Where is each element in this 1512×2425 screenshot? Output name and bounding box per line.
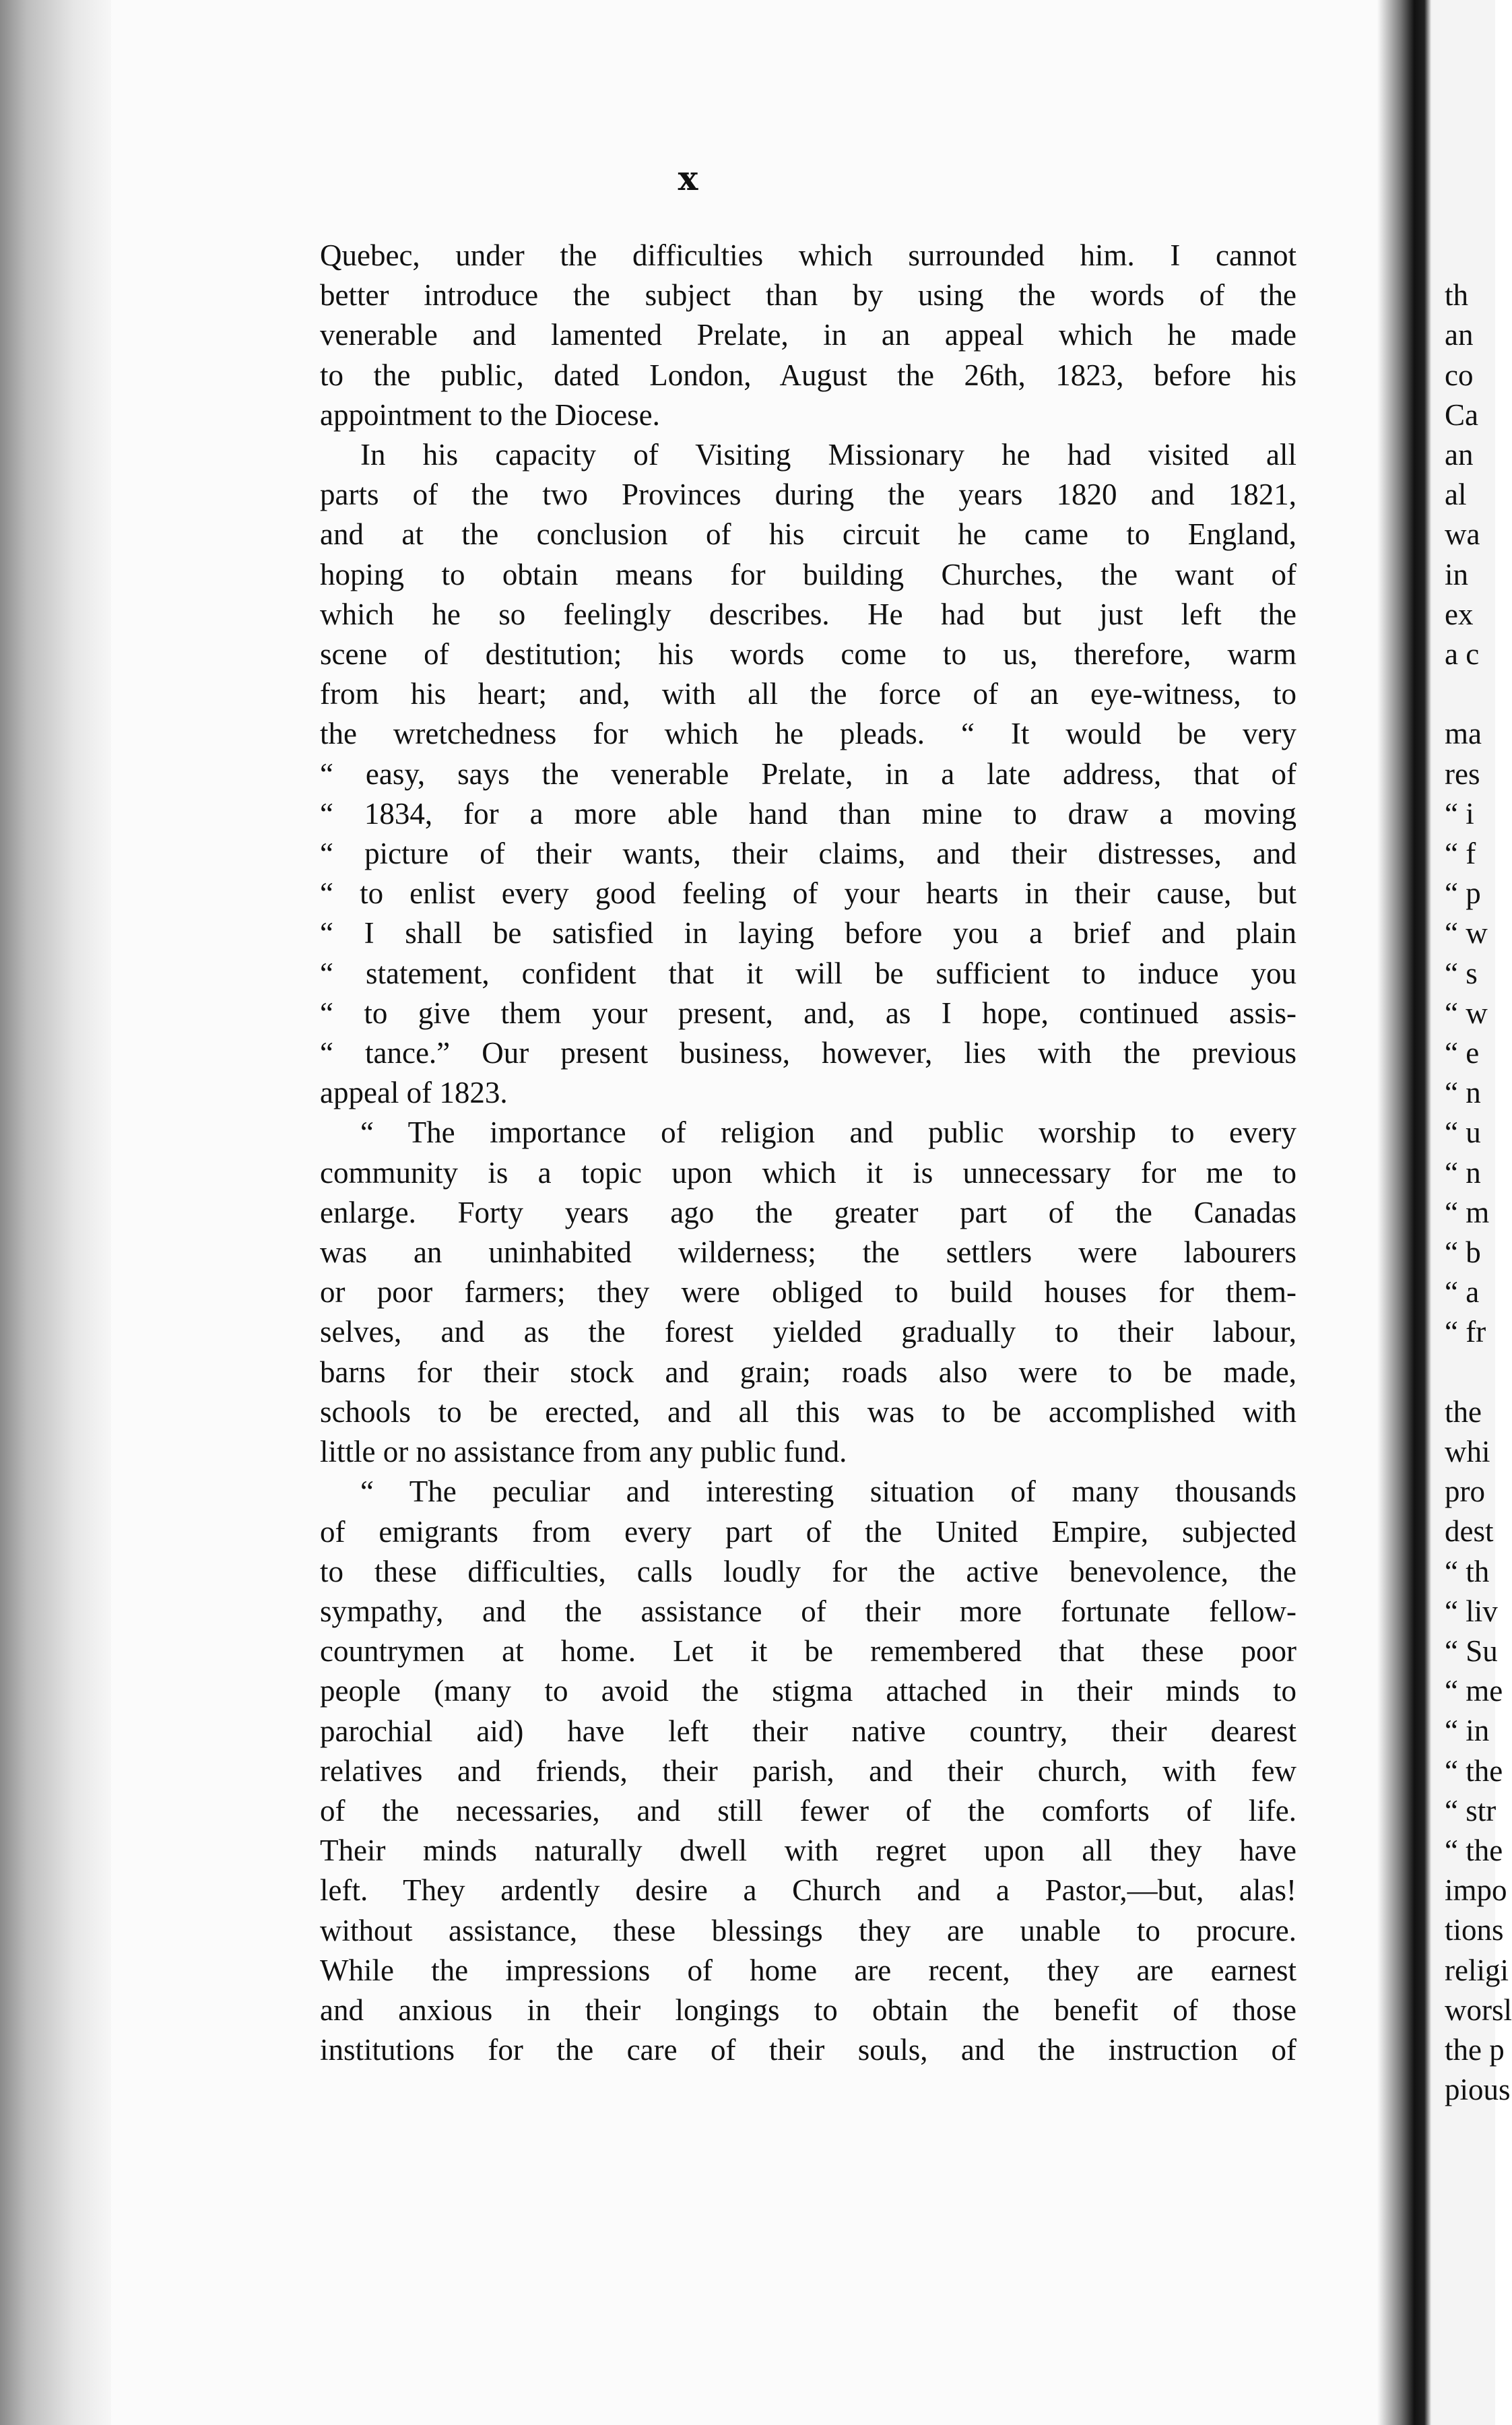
facing-page-fragment: “ e (1445, 1036, 1480, 1070)
text-line: “ The peculiar and interesting situation of many thousands (360, 1475, 1296, 1509)
facing-page-fragment: al (1445, 478, 1467, 512)
text-line: Quebec, under the difficulties which surrounded him. I cannot (320, 238, 1296, 272)
text-line: “ The importance of religion and public worship to every (360, 1116, 1296, 1150)
text-line: or poor farmers; they were obliged to build houses for them- (320, 1275, 1296, 1310)
facing-page-fragment: worsl (1445, 1993, 1512, 2027)
text-line: “ I shall be satisfied in laying before you a brief and plain (320, 916, 1296, 950)
facing-page-fragment: Ca (1445, 397, 1478, 432)
facing-page-fragment: “ the (1445, 1753, 1503, 1788)
facing-page-fragment: “ b (1445, 1235, 1481, 1269)
facing-page-fragment: “ th (1445, 1554, 1490, 1588)
facing-page-fragment: ex (1445, 597, 1474, 631)
facing-page-fragment: pro (1445, 1475, 1485, 1509)
facing-page-fragment: “ me (1445, 1674, 1503, 1708)
text-line: was an uninhabited wilderness; the settlers were labourers (320, 1235, 1296, 1270)
facing-page-fragment: “ liv (1445, 1594, 1498, 1628)
text-line: people (many to avoid the stigma attached in their minds to (320, 1674, 1296, 1708)
facing-page-fragment: ma (1445, 717, 1482, 751)
text-line: without assistance, these blessings they are unable to procure. (320, 1913, 1296, 1947)
text-line: little or no assistance from any public fund. (320, 1435, 847, 1469)
facing-page-fragment: “ in (1445, 1714, 1490, 1748)
text-line: parochial aid) have left their native country, their dearest (320, 1714, 1296, 1748)
text-line: appeal of 1823. (320, 1076, 508, 1110)
text-line: of emigrants from every part of the United Empire, subjected (320, 1514, 1296, 1549)
text-line: While the impressions of home are recent, they are earnest (320, 1953, 1296, 1987)
text-line: “ to give them your present, and, as I hope, continued assis- (320, 996, 1296, 1030)
text-line: enlarge. Forty years ago the greater part of the Canadas (320, 1195, 1296, 1229)
text-line: selves, and as the forest yielded gradually to their labour, (320, 1315, 1296, 1349)
text-line: scene of destitution; his words come to us, therefore, warm (320, 637, 1296, 672)
text-line: relatives and friends, their parish, and their church, with few (320, 1753, 1296, 1788)
text-line: left. They ardently desire a Church and a Pastor,—but, alas! (320, 1873, 1296, 1908)
text-line: better introduce the subject than by using the words of the (320, 278, 1296, 313)
facing-page-fragment: whi (1445, 1435, 1490, 1468)
facing-page-fragment: “ n (1445, 1076, 1481, 1110)
facing-page-fragment: in (1445, 557, 1469, 591)
facing-page-fragment: an (1445, 438, 1474, 472)
facing-page-fragment: “ n (1445, 1155, 1481, 1190)
body-text (320, 236, 1296, 2070)
text-line: “ to enlist every good feeling of your hearts in their cause, but (320, 876, 1296, 911)
facing-page-fragment: wa (1445, 517, 1480, 552)
facing-page-fragment: the p (1445, 2033, 1505, 2067)
facing-page-edge (1431, 0, 1512, 2425)
text-line: appointment to the Diocese. (320, 397, 660, 432)
facing-page-fragment: “ u (1445, 1116, 1481, 1150)
book-gutter (1377, 0, 1431, 2425)
text-line: “ easy, says the venerable Prelate, in a late address, that of (320, 756, 1296, 791)
facing-page-fragment: “ str (1445, 1793, 1497, 1828)
text-line: community is a topic upon which it is unnecessary for me to (320, 1155, 1296, 1190)
text-line: “ 1834, for a more able hand than mine to draw a moving (320, 796, 1296, 831)
facing-page-fragment: the (1445, 1394, 1482, 1429)
facing-page-fragment: “ w (1445, 916, 1488, 950)
text-line: “ picture of their wants, their claims, and their distresses, and (320, 837, 1296, 871)
page-number: x (678, 158, 700, 198)
facing-page-fragment: “ s (1445, 956, 1478, 990)
text-line: venerable and lamented Prelate, in an appeal which he made (320, 318, 1296, 352)
facing-page-fragment: th (1445, 278, 1469, 313)
text-line: from his heart; and, with all the force of an eye-witness, to (320, 677, 1296, 711)
facing-page-fragment: “ Su (1445, 1634, 1498, 1668)
facing-page-fragment: co (1445, 358, 1474, 392)
text-line: parts of the two Provinces during the years 1820 and 1821, (320, 478, 1296, 512)
facing-page-fragment: “ f (1445, 837, 1476, 870)
text-line: “ tance.” Our present business, however, lies with the previous (320, 1036, 1296, 1070)
facing-page-fragment: a c (1445, 637, 1480, 671)
text-line: hoping to obtain means for building Churches, the want of (320, 557, 1296, 591)
text-line: of the necessaries, and still fewer of the comforts of life. (320, 1793, 1296, 1828)
facing-page-fragment: pious (1445, 2073, 1511, 2107)
text-line: schools to be erected, and all this was to be accomplished with (320, 1394, 1296, 1429)
facing-page-fragment: “ i (1445, 796, 1474, 831)
text-line: the wretchedness for which he pleads. “ It would be very (320, 717, 1296, 751)
facing-page-fragment: impo (1445, 1873, 1507, 1908)
facing-page-fragment: “ fr (1445, 1315, 1486, 1349)
text-line: institutions for the care of their souls, and the instruction of (320, 2033, 1296, 2067)
facing-page-fragment: tions (1445, 1913, 1504, 1947)
text-line: and at the conclusion of his circuit he came to England, (320, 517, 1296, 552)
text-line: barns for their stock and grain; roads also were to be made, (320, 1355, 1296, 1389)
text-line: to the public, dated London, August the 26th, 1823, before his (320, 358, 1296, 392)
facing-page-fragment: “ a (1445, 1275, 1480, 1310)
facing-page-fragment: “ p (1445, 876, 1481, 911)
text-line: and anxious in their longings to obtain the benefit of those (320, 1993, 1296, 2027)
text-line: which he so feelingly describes. He had but just left the (320, 597, 1296, 631)
text-line: “ statement, confident that it will be sufficient to induce you (320, 956, 1296, 990)
facing-page-fragment: “ the (1445, 1834, 1503, 1867)
facing-page-fragment: an (1445, 318, 1474, 352)
facing-page-fragment: “ m (1445, 1195, 1490, 1229)
facing-page-fragment: religi (1445, 1953, 1509, 1987)
page-left-edge-shadow (0, 0, 111, 2425)
text-line: sympathy, and the assistance of their more fortunate fellow- (320, 1594, 1296, 1628)
facing-page-fragment: res (1445, 756, 1480, 791)
facing-page-fragment: “ w (1445, 996, 1488, 1030)
text-line: Their minds naturally dwell with regret upon all they have (320, 1834, 1296, 1868)
text-line: countrymen at home. Let it be remembered that these poor (320, 1634, 1296, 1669)
text-line: In his capacity of Visiting Missionary he had visited all (360, 438, 1296, 472)
text-line: to these difficulties, calls loudly for the active benevolence, the (320, 1554, 1296, 1588)
facing-page-fragment: dest (1445, 1514, 1494, 1549)
